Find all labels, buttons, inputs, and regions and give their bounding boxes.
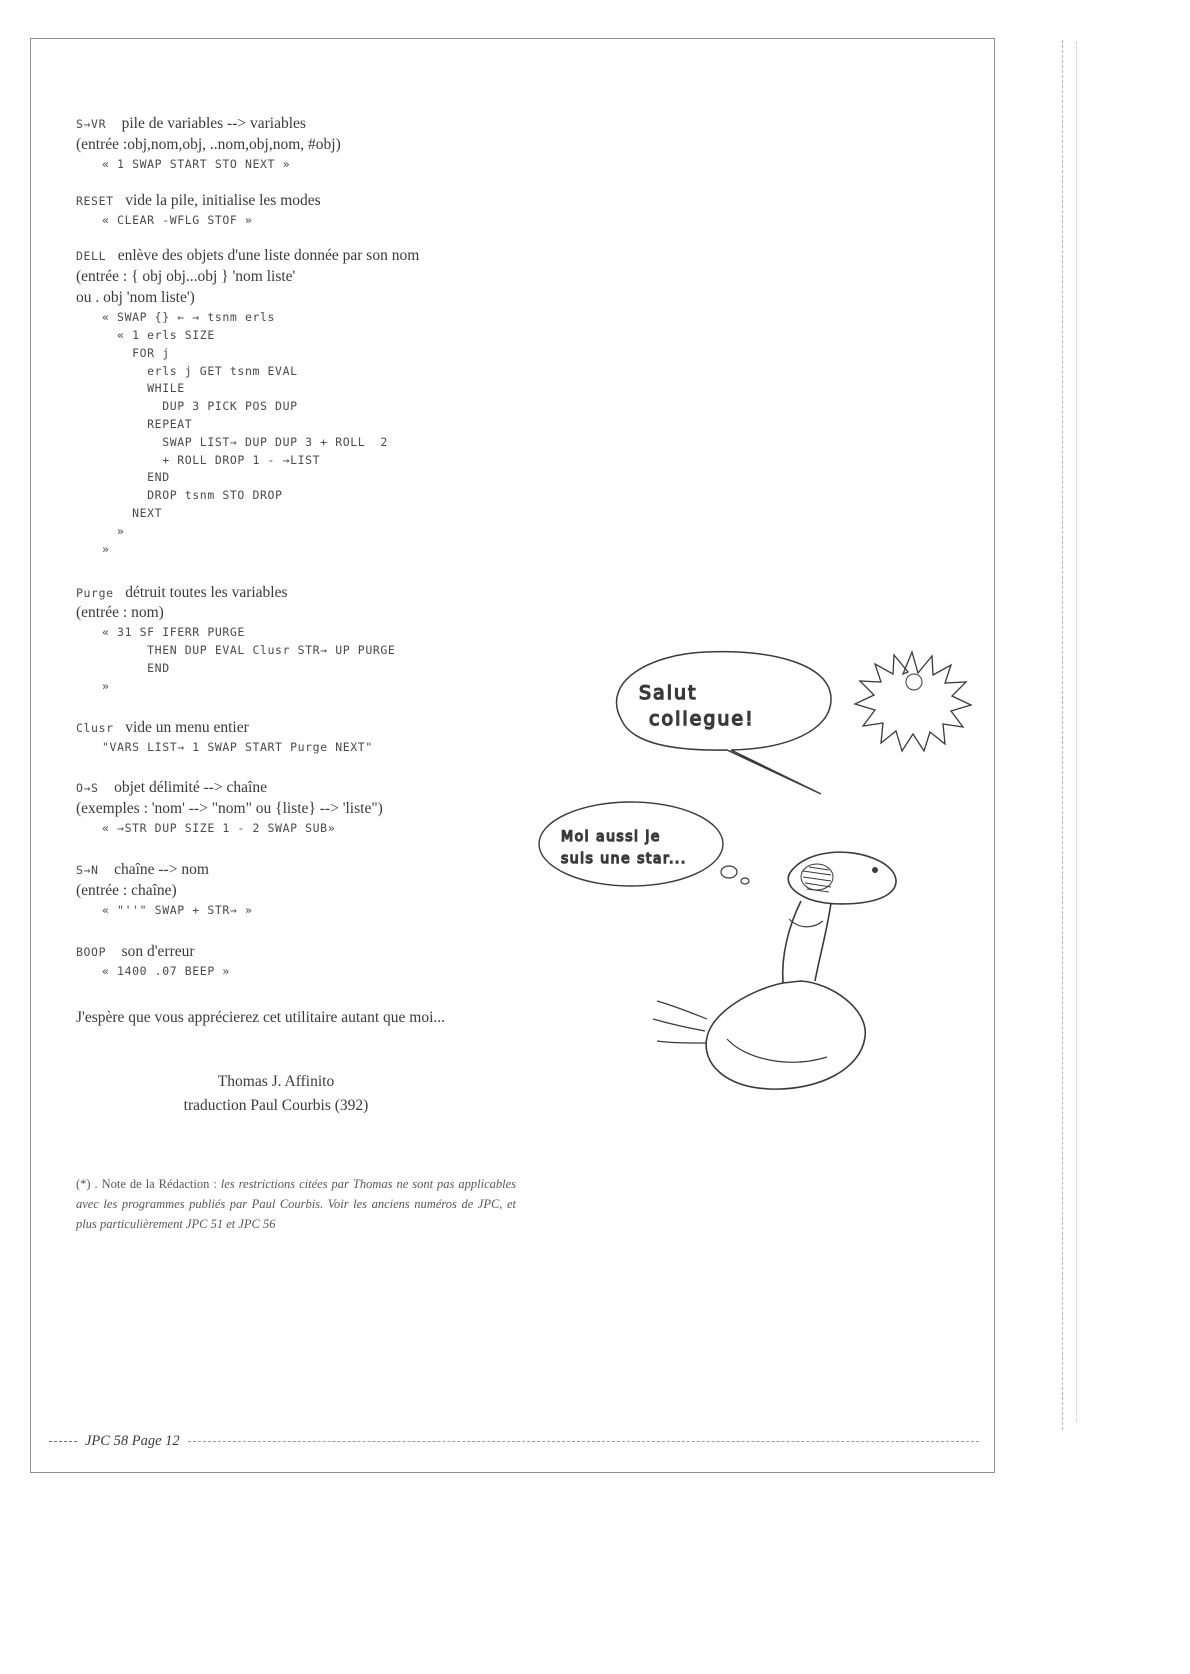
list-item [76,114,546,174]
page-footer [49,1433,979,1450]
entry-code: DROP tsnm STO DROP [102,488,283,503]
translator-name: traduction Paul Courbis (392) [183,1096,369,1114]
entry-desc: vide la pile, initialise les modes [125,191,321,209]
entry-code: FOR j [102,345,170,360]
entry-code: END [102,661,170,675]
list-item [76,246,546,558]
entry-note: (entrée : nom) [76,604,164,622]
page-number-label: JPC 58 Page 12 [85,1433,180,1449]
entry-desc: chaîne --> nom [114,861,209,879]
entry-note: (entrée : { obj obj...obj } 'nom liste' [76,268,296,286]
entry-heading [76,942,546,963]
entry-name: S→VR [76,117,107,131]
entry-code: « SWAP {} ← → tsnm erls [102,310,276,325]
entry-code: erls j GET tsnm EVAL [102,363,298,378]
entry-code: REPEAT [102,417,193,432]
entry-code: « →STR DUP SIZE 1 - 2 SWAP SUB» [102,821,336,836]
entry-code: « 1 erls SIZE [102,327,215,342]
author-name: Thomas J. Affinito [217,1072,335,1090]
entry-name: S→N [76,863,99,878]
entry-code: « CLEAR -WFLG STOF » [102,212,253,227]
scan-edge-guide [1062,40,1063,1430]
footer-dash-left [49,1441,77,1442]
signature-block [76,1070,476,1118]
entry-code: « 1 SWAP START STO NEXT » [102,156,291,171]
bubble-small-line2: suis une star... [561,851,687,867]
entry-name: Purge [76,585,114,600]
bubble-small-line1: Moi aussi je [561,829,661,845]
entry-code: DUP 3 PICK POS DUP [102,399,298,414]
entry-name: BOOP [76,944,107,959]
footer-rule [188,1441,979,1442]
entry-heading [76,718,546,739]
entry-note: ou . obj 'nom liste') [76,289,195,307]
entry-code: « 1400 .07 BEEP » [102,963,230,978]
entry-code: "VARS LIST→ 1 SWAP START Purge NEXT" [102,739,373,754]
entry-note: (entrée :obj,nom,obj, ..nom,obj,nom, #obj) [76,135,341,153]
entry-code: » [102,523,125,538]
entry-desc: pile de variables --> variables [121,115,306,132]
entry-heading [76,191,546,212]
closing-paragraph: J'espère que vous apprécierez cet utilitaire autant que moi... [76,1009,446,1027]
entry-heading [76,778,546,799]
entry-name: DELL [76,249,107,264]
entry-code: NEXT [102,506,163,521]
scan-edge-guide-secondary [1076,42,1077,1422]
entry-code: THEN DUP EVAL Clusr STR→ UP PURGE [102,643,396,658]
scanned-page [30,38,995,1473]
list-item [76,778,546,838]
entry-name: RESET [76,193,114,208]
starburst-icon [855,652,971,751]
cartoon-illustration [531,619,991,1099]
entry-code: » [102,541,110,556]
list-item [76,942,546,981]
footnote-marker: (*) . Note de la Rédaction : [76,1176,217,1191]
entry-code: « "''" SWAP + STR→ » [102,902,253,917]
entry-code: + ROLL DROP 1 - →LIST [102,452,321,467]
list-item [76,583,546,696]
entry-code: « 31 SF IFERR PURGE [102,625,245,640]
entry-heading [76,860,546,881]
footnote-text: les restrictions citées par Thomas ne sont pas applicables avec les programmes publiés par Paul Courbis. Voir les anciens numéros de JPC, et plus particulièrement JPC 51 et JPC 56 [76,1176,516,1231]
entry-desc: détruit toutes les variables [125,583,288,601]
entry-desc: son d'erreur [121,942,195,960]
entry-heading [76,114,546,135]
entry-name: O→S [76,781,99,796]
entry-code: WHILE [102,381,185,396]
list-item [76,718,546,757]
entry-note: (entrée : chaîne) [76,881,177,899]
entry-desc: objet délimité --> chaîne [114,779,267,797]
dinosaur-doodle [653,852,896,1089]
bubble-large-line2: collegue! [649,708,755,730]
list-item [76,860,546,920]
footnote [76,1174,516,1234]
entry-code: SWAP LIST→ DUP DUP 3 + ROLL 2 [102,434,388,449]
entry-code: » [102,678,110,693]
document-text-column [76,114,546,1234]
bubble-large-line1: Salut [639,682,698,704]
list-item [76,191,546,230]
entry-code: END [102,470,170,485]
entry-desc: vide un menu entier [125,718,249,736]
entry-heading [76,583,546,604]
entry-heading [76,246,546,267]
entry-desc: enlève des objets d'une liste donnée par son nom [117,247,420,265]
entry-note: (exemples : 'nom' --> "nom" ou {liste} --> 'liste") [76,800,383,818]
entry-name: Clusr [76,720,114,735]
